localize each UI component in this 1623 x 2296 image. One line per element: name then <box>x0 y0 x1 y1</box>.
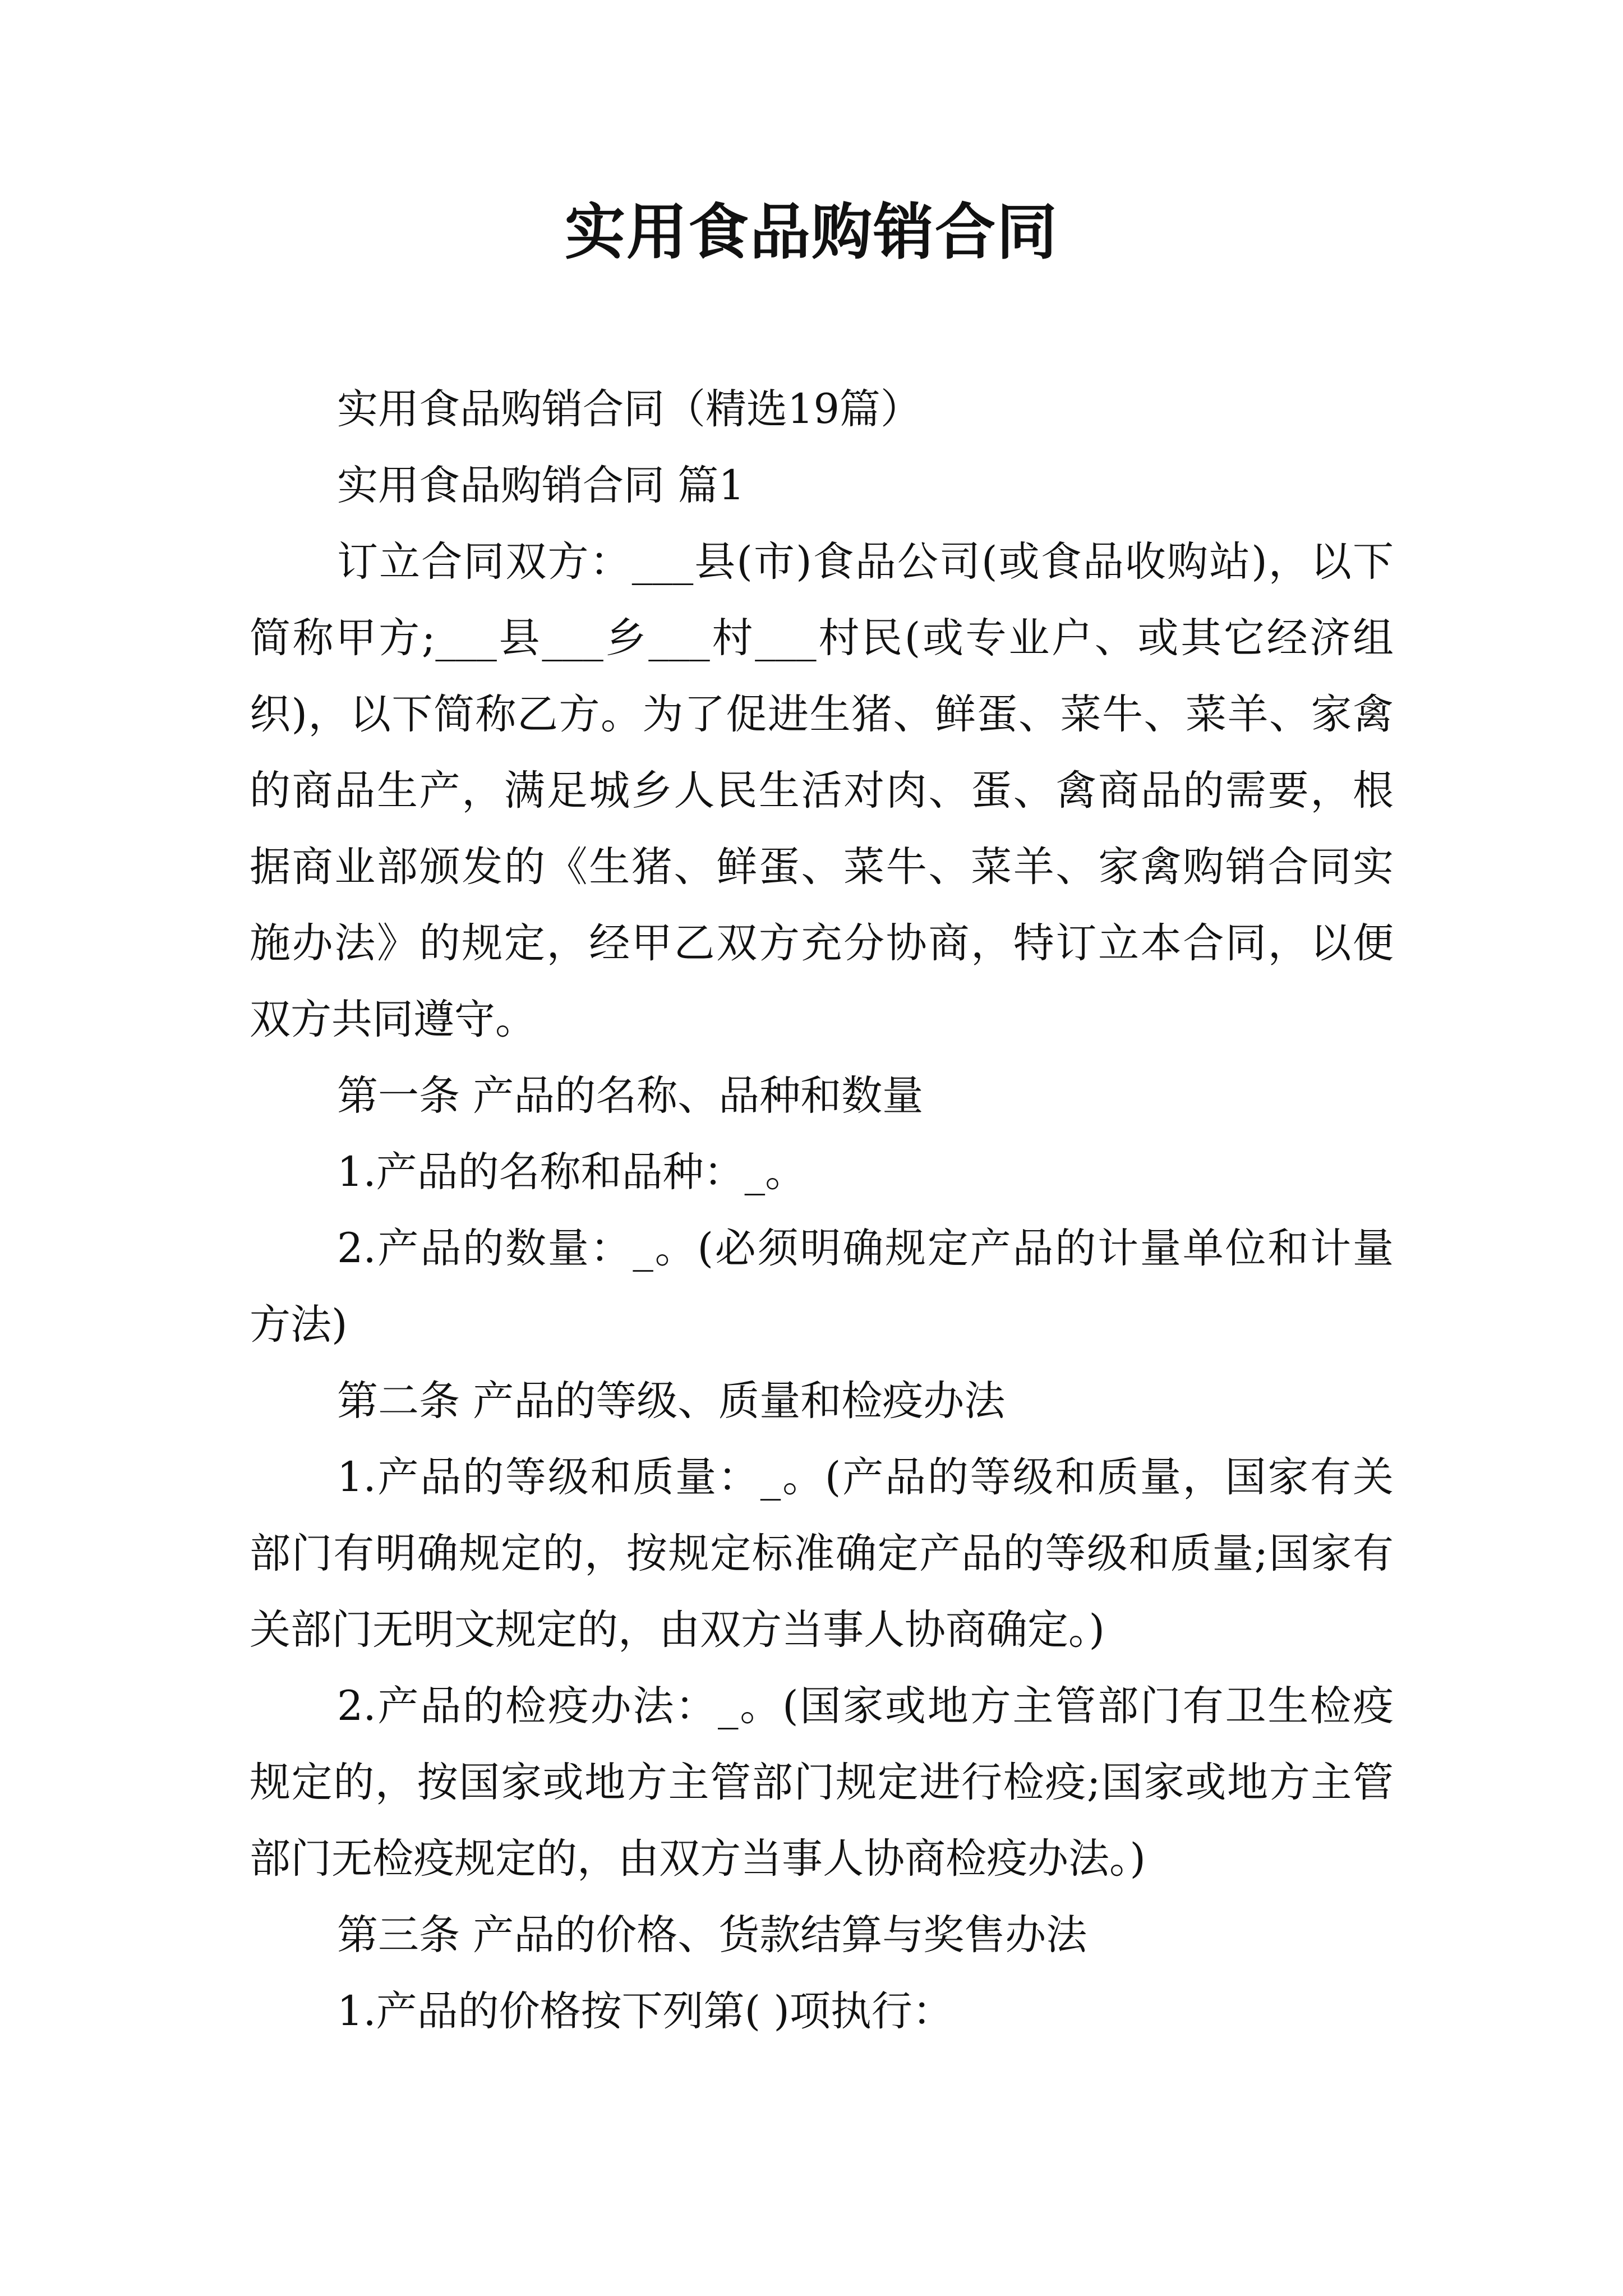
clause-paragraph: 2.产品的数量：_。(必须明确规定产品的计量单位和计量方法) <box>250 1225 1394 1349</box>
article-heading: 第三条 产品的价格、货款结算与奖售办法 <box>337 1911 1087 1959</box>
clause-paragraph: 1.产品的价格按下列第( )项执行： <box>337 1987 953 2035</box>
article-heading: 第一条 产品的名称、品种和数量 <box>337 1072 924 1120</box>
article-heading: 第二条 产品的等级、质量和检疫办法 <box>337 1377 1006 1425</box>
preamble-paragraph: 订立合同双方：___县(市)食品公司(或食品收购站)，以下简称甲方;___县___乡___村___村民(或专业户、或其它经济组织)，以下简称乙方。为了促进生猪、鲜蛋、菜牛、菜羊、家禽的商品生产，满足城乡人民生活对肉、蛋、禽商品的需要，根据商业部颁发的《生猪、鲜蛋、菜牛、菜羊、家禽购销合同实施办法》的规定，经甲乙双方充分协商，特订立本合同，以便双方共同遵守。 <box>250 538 1394 1043</box>
document-title: 实用食品购销合同 <box>564 197 1058 268</box>
subtitle-paragraph: 实用食品购销合同（精选19篇） <box>337 385 921 433</box>
clause-paragraph: 2.产品的检疫办法：_。(国家或地方主管部门有卫生检疫规定的，按国家或地方主管部门规定进行检疫;国家或地方主管部门无检疫规定的，由双方当事人协商检疫办法。) <box>250 1682 1394 1883</box>
clause-paragraph: 1.产品的等级和质量：_。(产品的等级和质量，国家有关部门有明确规定的，按规定标准确定产品的等级和质量;国家有关部门无明文规定的，由双方当事人协商确定。) <box>250 1453 1394 1654</box>
document-body <box>250 371 1394 2050</box>
section-heading: 实用食品购销合同 篇1 <box>337 462 745 509</box>
clause-paragraph: 1.产品的名称和品种：_。 <box>337 1148 806 1196</box>
